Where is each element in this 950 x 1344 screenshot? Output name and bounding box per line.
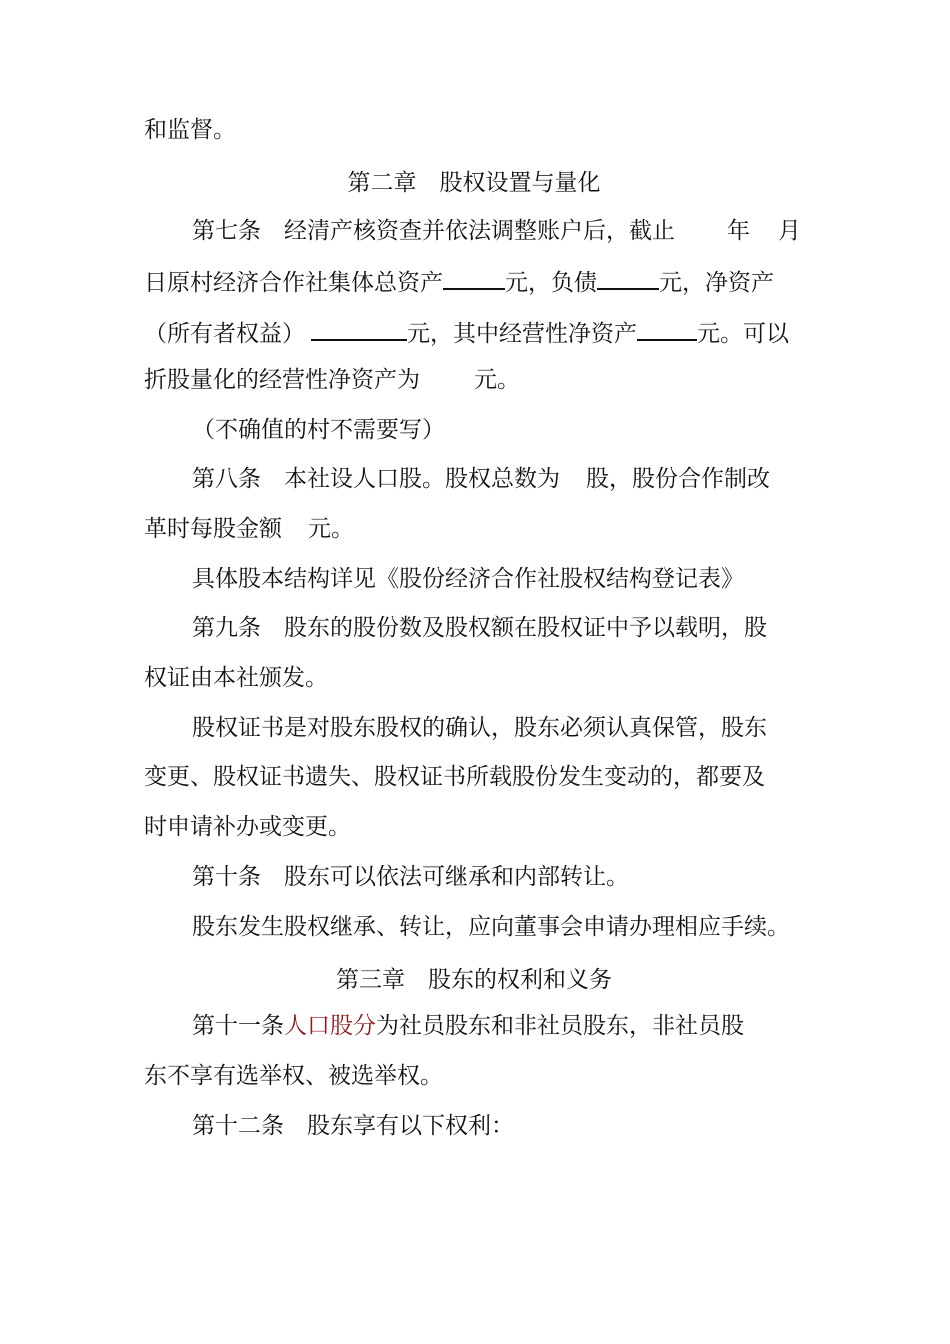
- yuan-label: 元。: [474, 367, 520, 393]
- article-7-continuation: 元。可以: [697, 321, 789, 347]
- article-8-line-1: [192, 462, 804, 496]
- operating-net-assets-blank: [637, 313, 697, 341]
- article-12: 第十二条 股东享有以下权利：: [192, 1113, 514, 1139]
- quantifiable-assets-label: 折股量化的经营性净资产为: [144, 367, 420, 393]
- share-amount-label: 革时每股金额: [144, 516, 282, 542]
- article-7-text: 第七条 经清产核资查并依法调整账户后，截止: [192, 218, 675, 244]
- total-assets-label: 日原村经济合作社集体总资产: [144, 270, 443, 296]
- article-7-line-1: [192, 214, 804, 248]
- article-11-text: 为社员股东和非社员股东，非社员股: [376, 1013, 744, 1039]
- article-7-line-4: [144, 363, 804, 397]
- owners-equity-label: （所有者权益）: [144, 321, 305, 347]
- article-9-line-1: 第九条 股东的股份数及股权额在股权证中予以载明，股: [192, 615, 767, 641]
- certificate-line-2: 变更、股权证书遗失、股权证书所载股份发生变动的，都要及: [144, 764, 765, 790]
- share-total-label: 股，股份合作制改: [586, 466, 770, 492]
- total-assets-blank: [443, 262, 505, 290]
- article-7-line-3: [144, 313, 804, 347]
- population-share-highlight: 人口股分: [284, 1013, 376, 1039]
- chapter-2-heading: 第二章 股权设置与量化: [347, 170, 601, 196]
- article-8-line-2: [144, 512, 804, 546]
- article-10: 第十条 股东可以依法可继承和内部转让。: [192, 864, 629, 890]
- structure-reference: 具体股本结构详见《股份经济合作社股权结构登记表》: [192, 566, 744, 592]
- liabilities-label: 元，负债: [505, 270, 597, 296]
- chapter-3-heading: 第三章 股东的权利和义务: [336, 967, 612, 993]
- year-label: 年: [727, 218, 750, 244]
- liabilities-blank: [597, 262, 659, 290]
- month-label: 月: [778, 218, 801, 244]
- article-11-line-2: 东不享有选举权、被选举权。: [144, 1063, 443, 1089]
- article-11-line-1: [192, 1009, 804, 1043]
- certificate-line-1: 股权证书是对股东股权的确认，股东必须认真保管，股东: [192, 715, 767, 741]
- transfer-procedure: 股东发生股权继承、转让，应向董事会申请办理相应手续。: [192, 914, 790, 940]
- article-7-line-2: [144, 262, 804, 296]
- certificate-line-3: 时申请补办或变更。: [144, 814, 351, 840]
- note-text: （不确值的村不需要写）: [192, 417, 445, 443]
- owners-equity-blank: [311, 313, 407, 341]
- operating-net-assets-label: 元，其中经营性净资产: [407, 321, 637, 347]
- net-assets-label: 元，净资产: [659, 270, 774, 296]
- article-8-text: 第八条 本社设人口股。股权总数为: [192, 466, 560, 492]
- yuan-label-2: 元。: [308, 516, 354, 542]
- article-9-line-2: 权证由本社颁发。: [144, 665, 328, 691]
- paragraph-tail: 和监督。: [144, 117, 236, 143]
- article-11-label: 第十一条: [192, 1013, 284, 1039]
